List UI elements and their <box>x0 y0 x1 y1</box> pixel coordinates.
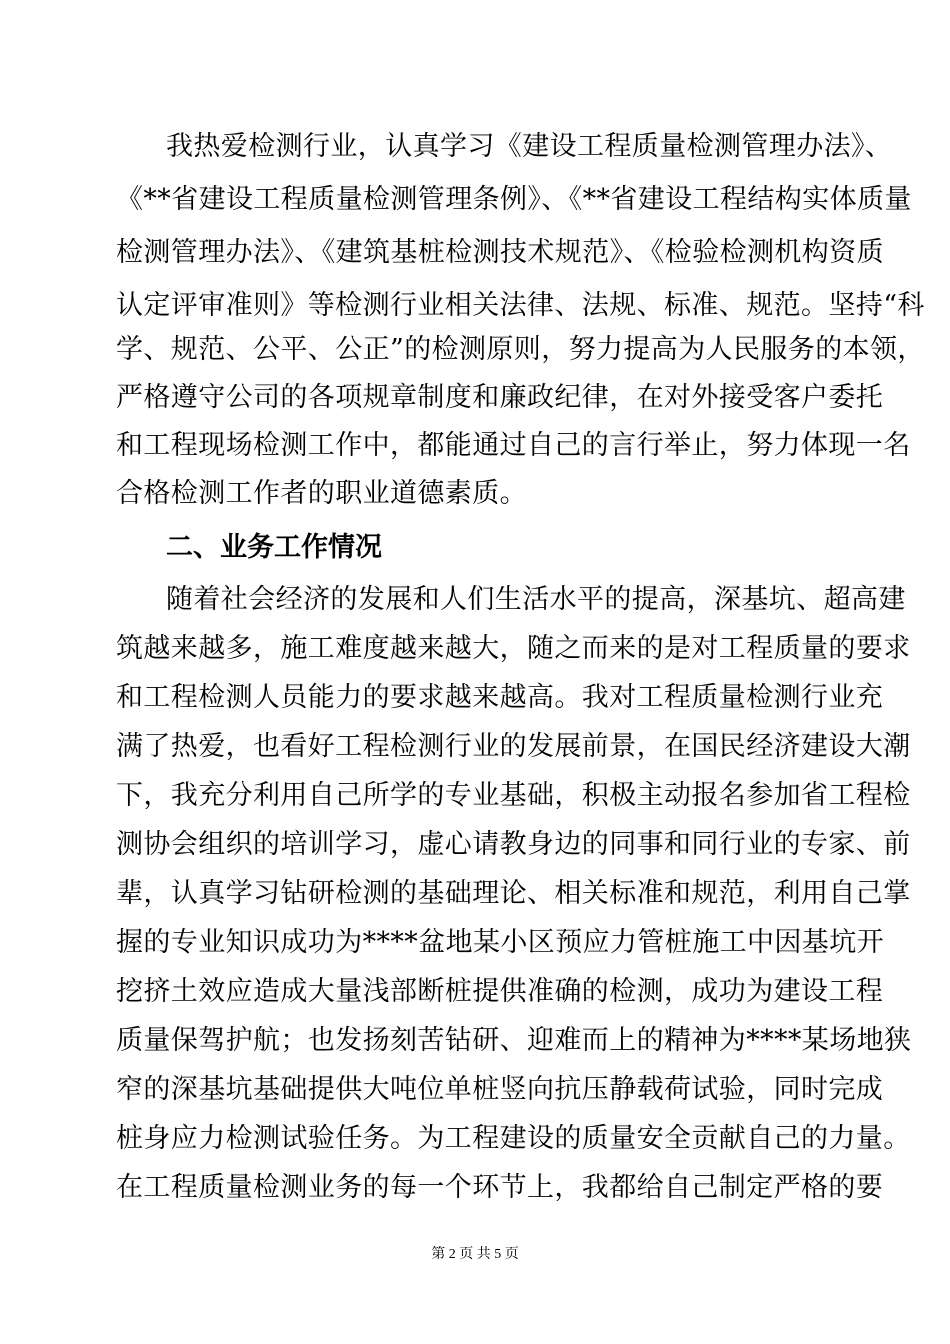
page-footer: 第 2 页 共 5 页 <box>431 1247 519 1262</box>
paragraph-2-line-13: 在工程质量检测业务的每一个环节上，我都给自己制定严格的要 <box>116 1172 884 1203</box>
paragraph-2-line-3: 和工程检测人员能力的要求越来越高。我对工程质量检测行业充 <box>116 682 884 713</box>
paragraph-2-line-10: 质量保驾护航；也发扬刻苦钻研、迎难而上的精神为****某场地狭 <box>116 1025 912 1056</box>
paragraph-2-line-12: 桩身应力检测试验任务。为工程建设的质量安全贡献自己的力量。 <box>116 1123 911 1154</box>
paragraph-1-line-5: 学、规范、公平、公正”的检测原则，努力提高为人民服务的本领， <box>116 334 925 365</box>
paragraph-2-line-4: 满了热爱，也看好工程检测行业的发展前景，在国民经济建设大潮 <box>116 731 911 762</box>
paragraph-2-line-7: 辈，认真学习钻研检测的基础理论、相关标准和规范，利用自己掌 <box>116 878 911 909</box>
paragraph-1-line-4: 认定评审准则》等检测行业相关法律、法规、标准、规范。坚持“科 <box>116 290 925 321</box>
section-heading: 二、业务工作情况 <box>166 532 382 563</box>
paragraph-2-line-8: 握的专业知识成功为****盆地某小区预应力管桩施工中因基坑开 <box>116 927 884 958</box>
paragraph-1-line-6: 严格遵守公司的各项规章制度和廉政纪律，在对外接受客户委托 <box>116 382 884 413</box>
paragraph-2-line-6: 测协会组织的培训学习，虚心请教身边的同事和同行业的专家、前 <box>116 829 911 860</box>
paragraph-1-line-8: 合格检测工作者的职业道德素质。 <box>116 478 527 509</box>
paragraph-1-line-7: 和工程现场检测工作中，都能通过自己的言行举止，努力体现一名 <box>116 430 911 461</box>
paragraph-2-line-5: 下，我充分利用自己所学的专业基础，积极主动报名参加省工程检 <box>116 780 911 811</box>
paragraph-1-line-1: 我热爱检测行业，认真学习《建设工程质量检测管理办法》、 <box>166 131 893 162</box>
paragraph-2-line-11: 窄的深基坑基础提供大吨位单桩竖向抗压静载荷试验，同时完成 <box>116 1074 884 1105</box>
paragraph-2-line-2: 筑越来越多，施工难度越来越大，随之而来的是对工程质量的要求 <box>116 633 911 664</box>
paragraph-2-line-1: 随着社会经济的发展和人们生活水平的提高，深基坑、超高建 <box>166 584 906 615</box>
paragraph-1-line-2: 《**省建设工程质量检测管理条例》、《**省建设工程结构实体质量 <box>116 184 912 215</box>
paragraph-1-line-3: 检测管理办法》、《建筑基桩检测技术规范》、《检验检测机构资质 <box>116 237 884 268</box>
paragraph-2-line-9: 挖挤土效应造成大量浅部断桩提供准确的检测，成功为建设工程 <box>116 976 884 1007</box>
